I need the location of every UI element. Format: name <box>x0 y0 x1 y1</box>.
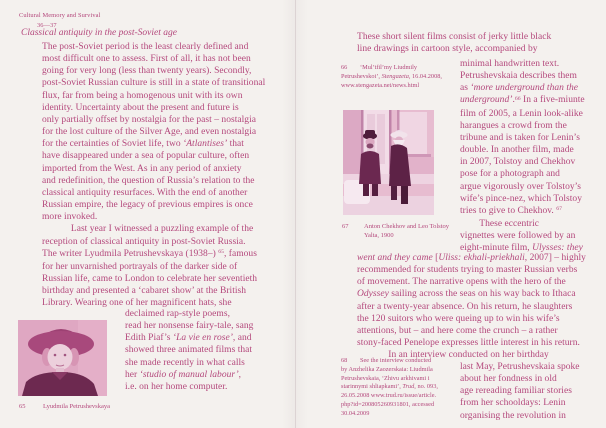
right-body-column: minimal handwritten text. Petrushevskaia describes them as ‘more underground than the underground’.$^{66}$ In a five-miunte film of 2005, a Lenin look-alike harangues a crowd from the tribune and is taken for Lenin’s double. In another film, made in 2007, Tolstoy and Chekhov pose for a photograph and argue vigorously over Tolstoy’s wife’s pince-nez, which Tolstoy tries to give to Chekhov. $^{67}$ These eccentric vignettes were followed by an eight-minute film, Ulysses: they <box>460 59 585 254</box>
right-body-wide: went and they came [Uliss: ekhali-priekhali, 2007] – highly recommended for students trying to master Russian verbs of movement. The narrative opens with the hero of the Odyssey sailing across the seas on his way back to Ithaca after a twenty-year absence. On his return, he slaughters the 120 suitors who were queing up to win his wife’s attentions, but – and here come the crunch – a rather stony-faced Penelope expresses little interest in his return. In an interview conducted on her birthday <box>357 253 586 361</box>
petrushevskaya-photo-art <box>18 320 107 396</box>
figure-65-caption <box>19 402 110 411</box>
figure-67-caption-text: Anton Chekhov and Leo Tolstoy Yalta, 1900 <box>364 223 450 239</box>
chekhov-tolstoy-photo-art <box>343 110 434 215</box>
footnote-68 <box>341 357 461 419</box>
footnote-68-text: See the interview conducted by Anzhelika Zaozerskaia: Liudmila Petrushevskaia, ‘Zhivu arkhivami i starinnymi shliapkami’, Trud, no. 093, 26.05.2008 www.trud.ru/issue/article. php?id=200805260931801, accessed 30.04.2009 <box>341 357 438 417</box>
footnote-66-number: 66 <box>341 64 348 71</box>
figure-65-caption-text: Lyudmila Petrushevskaya <box>43 403 110 410</box>
figure-67-caption <box>342 222 449 240</box>
right-body-top: These short silent films consist of jerky little black line drawings in cartoon style, accompanied by <box>357 32 552 55</box>
left-body-paragraph: The post-Soviet period is the least clearly defined and most difficult one to assess. First of all, it has not been going for very long (less than twenty years). Secondly, post-Soviet Russian culture is still in a state of transitional flux, far from being a homogenous unit with its own identity. Uncertainty about the present and future is only partially offset by nostalgia for the past – nostalgia for the lost culture of the Silver Age, and even nostalgia for the certainties of Soviet life, two ‘Atlantises’ that have disappeared under a sea of popular culture, often imported from the West. As in any period of anxiety and redefinition, the question of Russia’s relation to the classical antiquity resurfaces. With the end of another Russian empire, the legacy of previous empires is once more invoked. Last year I witnessed a puzzling example of the reception of classical antiquity in post-Soviet Russia. The writer Lyudmila Petrushevskaya (1938–) $^{65}$, famous for her unvarnished portrayals of the darker side of Russian life, came to London to celebrate her seventieth birthday and presented a ‘cabaret show’ at the British Library. Wearing one of her magnificent hats, she <box>42 42 266 309</box>
chekhov-tolstoy-photo <box>343 110 434 215</box>
page-numbers: 36—37 <box>37 21 57 29</box>
footnote-66 <box>341 64 459 90</box>
footnote-68-number: 68 <box>341 357 348 364</box>
book-title: Cultural Memory and Survival <box>19 12 101 19</box>
petrushevskaya-photo <box>18 320 107 396</box>
left-body-paragraph-wrapped: declaimed rap-style poems, read her nonsense fairy-tale, sang Edith Piaf’s ‘La vie en rose’, and showed three animated films that she made recently in what calls her ‘studio of manual labour’, i.e. on her home computer. <box>125 309 254 392</box>
figure-67-number: 67 <box>342 223 349 230</box>
right-body-bottom-column: last May, Petrushevskaia spoke about her fondness in old age rereading familiar stories from her schooldays: Lenin organising the revolution in <box>460 362 580 421</box>
section-heading: Classical antiquity in the post-Soviet age <box>21 28 177 38</box>
figure-65-number: 65 <box>19 403 26 410</box>
footnote-66-text: ‘Mul’tfil’my Liudmily Petrushevskoi’, Stengazeta, 16.04.2008, www.stengazeta.net/news.html <box>341 64 442 89</box>
